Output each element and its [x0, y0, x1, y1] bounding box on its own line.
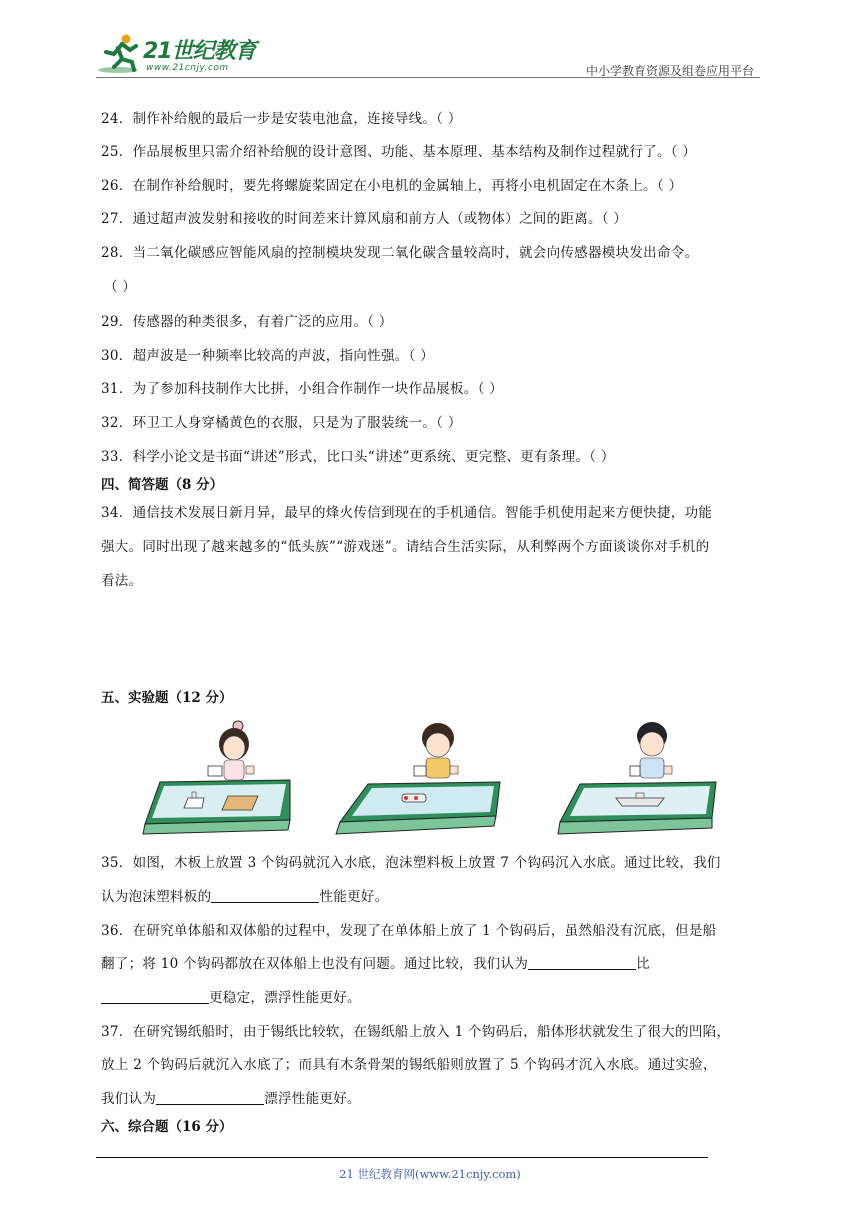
page-footer: 21 世纪教育网(www.21cnjy.com) [339, 1167, 521, 1181]
question-35-text-1: 认为泡沫塑料板的 [101, 889, 212, 905]
runner-icon [96, 32, 146, 76]
section-4-title: 四、简答题（8 分） [101, 477, 224, 493]
question-28-answer: （ ） [104, 279, 137, 295]
question-35-line2 [101, 885, 388, 905]
question-36-text-2: 比 [636, 956, 650, 972]
girl-illustration [208, 721, 254, 780]
question-34-line3: 看法。 [101, 573, 143, 589]
question-26: 26．在制作补给舰时，要先将螺旋桨固定在小电机的金属轴上，再将小电机固定在木条上。（ ） [101, 178, 683, 194]
tank-2 [336, 782, 500, 834]
question-36: 36．在研究单体船和双体船的过程中，发现了在单体船上放了 1 个钩码后，虽然船没有沉底，但是船 [101, 923, 717, 939]
question-29: 29．传感器的种类很多，有着广泛的应用。（ ） [101, 314, 393, 330]
header-divider [96, 77, 760, 78]
question-37-line3 [101, 1087, 361, 1107]
question-34: 34．通信技术发展日新月异，最早的烽火传信到现在的手机通信。智能手机使用起来方便快捷，功能 [101, 505, 713, 521]
tank-3 [558, 782, 716, 834]
question-32: 32．环卫工人身穿橘黄色的衣服，只是为了服装统一。（ ） [101, 415, 462, 431]
question-35: 35．如图，木板上放置 3 个钩码就沉入水底，泡沫塑料板上放置 7 个钩码沉入水底。通过比较，我们 [101, 855, 721, 871]
answer-blank-36b[interactable] [101, 989, 209, 1004]
question-31: 31．为了参加科技制作大比拼，小组合作制作一块作品展板。（ ） [101, 381, 504, 397]
question-37-text-1: 我们认为 [101, 1091, 157, 1107]
platform-name: 中小学教育资源及组卷应用平台 [585, 64, 754, 78]
page-header [96, 32, 760, 80]
question-28: 28．当二氧化碳感应智能风扇的控制模块发现二氧化碳含量较高时，就会向传感器模块发出命令。 [101, 245, 699, 261]
question-37-line2: 放上 2 个钩码后就沉入水底了；而具有木条骨架的锡纸船则放置了 5 个钩码才沉入水底。通过实验， [101, 1057, 717, 1073]
answer-blank-37[interactable] [156, 1090, 264, 1105]
question-36-text-3: 更稳定，漂浮性能更好。 [209, 990, 361, 1006]
experiment-figure [140, 712, 730, 840]
logo-url: www.21cnjy.com [146, 63, 229, 73]
question-36-line2 [101, 952, 650, 972]
question-27: 27．通过超声波发射和接收的时间差来计算风扇和前方人（或物体）之间的距离。（ ） [101, 211, 628, 227]
section-5-title: 五、实验题（12 分） [101, 690, 233, 706]
question-25: 25．作品展板里只需介绍补给舰的设计意图、功能、基本原理、基本结构及制作过程就行了。（ ） [101, 144, 697, 160]
question-33: 33．科学小论文是书面“讲述”形式，比口头“讲述”更系统、更完整、更有条理。（ ） [101, 449, 615, 465]
site-logo [96, 32, 266, 78]
logo-title: 21世纪教育 [143, 39, 256, 64]
tank-1 [143, 780, 290, 834]
question-37-text-2: 漂浮性能更好。 [264, 1091, 361, 1107]
question-36-text-1: 翻了；将 10 个钩码都放在双体船上也没有问题。通过比较，我们认为 [101, 956, 529, 972]
section-6-title: 六、综合题（16 分） [101, 1119, 233, 1135]
question-34-line2: 强大。同时出现了越来越多的“低头族”“游戏迷”。请结合生活实际，从利弊两个方面谈谈你对手机的 [101, 539, 710, 555]
footer-divider [96, 1157, 708, 1158]
question-35-text-2: 性能更好。 [319, 889, 389, 905]
boy-illustration-2 [630, 722, 672, 778]
boy-illustration-1 [414, 723, 458, 778]
answer-blank-36a[interactable] [528, 955, 636, 970]
question-37: 37．在研究锡纸船时，由于锡纸比较软，在锡纸船上放入 1 个钩码后，船体形状就发生了很大的凹陷， [101, 1024, 731, 1040]
question-24: 24．制作补给舰的最后一步是安装电池盒，连接导线。（ ） [101, 111, 462, 127]
question-36-line3 [101, 986, 361, 1006]
answer-blank-35[interactable] [211, 888, 319, 903]
question-30: 30．超声波是一种频率比较高的声波，指向性强。（ ） [101, 348, 435, 364]
